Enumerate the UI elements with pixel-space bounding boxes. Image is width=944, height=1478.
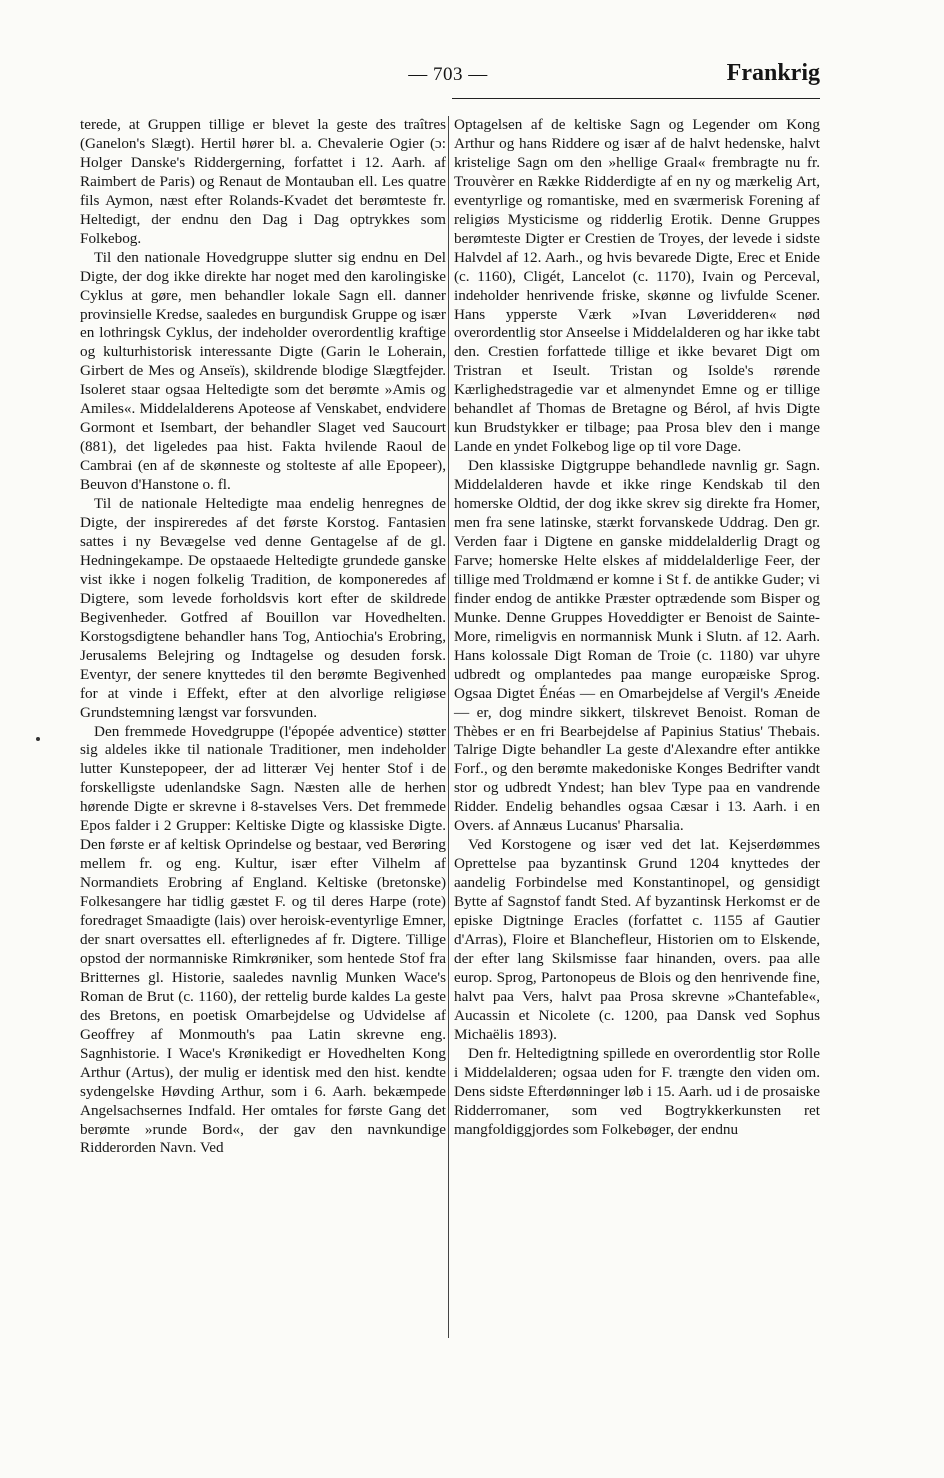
- paragraph: Den fremmede Hovedgruppe (l'épopée adventice) støtter sig aldeles ikke til nationale Traditioner, men indeholder lutter Kunstepopeer, der ad litterær Vej henter Stof i de forskelligste udenlandske Sagn. Næsten alle de herhen hørende Digte er skrevne i 8-stavelses Vers. Det fremmede Epos falder i 2 Grupper: Keltiske Digte og klassiske Digte. Den første er af keltisk Oprindelse og bestaar, ved Berøring mellem fr. og eng. Kultur, især efter Vilhelm af Normandiets Erobring af England. Keltiske (bretonske) Folkesangere har tidlig gæstet F. og til deres Harpe (rote) foredraget Smaadigte (lais) over heroisk-eventyrlige Emner, der snart oversattes ell. efterlignedes af fr. Digtere. Tillige opstod der normanniske Rimkrøniker, som hentede Stof fra Britternes gl. Historie, saaledes navnlig Munken Wace's Roman de Brut (c. 1160), der rettelig burde kaldes La geste des Bretons, en poetisk Omarbejdelse og Udvidelse af Geoffrey af Monmouth's paa Latin skrevne eng. Sagnhistorie. I Wace's Krønikedigt er Hovedhelten Kong Arthur (Artus), der mulig er identisk med den hist. kendte sydengelske Høvding Arthur, som i 6. Aarh. bekæmpede Angelsachsernes Indfald. Her omtales for første Gang det berømte »runde Bord«, der gav den navnkundige Ridderorden Navn. Ved: [80, 722, 446, 1157]
- left-column: [80, 116, 446, 1158]
- paragraph: Optagelsen af de keltiske Sagn og Legender om Kong Arthur og hans Riddere og især af de halvt hedenske, halvt kristelige Sagn om den »hellige Graal« frembragte nu fr. Trouvèrer en Række Ridderdigte af en ny og mærkelig Art, eventyrlige og romantiske, med en sværmerisk Forening af religiøs Mysticisme og ridderlig Erotik. Denne Gruppes berømteste Digter er Crestien de Troyes, der levede i sidste Halvdel af 12. Aarh., og hvis bevarede Digte, Erec et Enide (c. 1160), Cligét, Lancelot (c. 1170), Ivain og Perceval, indeholder henrivende friske, skønne og livfulde Scener. Hans ypperste Værk »Ivan Løveridderen« nød overordentlig stor Anseelse i Middelalderen og har ikke tabt den. Crestien forfattede tillige et ikke bevaret Digt om Tristran et Iseult. Tristan og Isolde's rørende Kærlighedstragedie var et almenyndet Emne og er tillige behandlet af Thomas de Bretagne og Bérol, af hvis Digte kun Brudstykker er tilbage; paa Prosa blev den i mange Lande en yndet Folkebog lige op til vore Dage.: [454, 116, 820, 456]
- right-column: [454, 116, 820, 1139]
- column-divider: [448, 116, 449, 1338]
- paragraph: Til den nationale Hovedgruppe slutter sig endnu en Del Digte, der dog ikke direkte har noget med den karolingiske Cyklus at gøre, men behandler lokale Sagn ell. danner provinsielle Kredse, saaledes en burgundisk Gruppe og især en lothringsk Cyklus, der indeholder overordentlig kraftige og kulturhistorisk interessante Digte (Garin le Loherain, Girbert de Mes og Anseïs), skildrende blodige Slægtfejder. Isoleret staar ogsaa Heltedigte som det berømte »Amis og Amiles«. Middelalderens Apoteose af Venskabet, endvidere Gormont et Isembart, der behandler Slaget ved Saucourt (881), det ligeledes paa hist. Fakta hvilende Raoul de Cambrai (en af de skønneste og stolteste af alle Epopeer), Beuvon d'Hanstone o. fl.: [80, 248, 446, 494]
- header-rule: [452, 98, 820, 99]
- margin-dot: [36, 737, 40, 741]
- paragraph: terede, at Gruppen tillige er blevet la geste des traîtres (Ganelon's Slægt). Hertil hører bl. a. Chevalerie Ogier (ɔ: Holger Danske's Riddergerning, forfattet i 12. Aarh. af Raimbert de Paris) og Renaut de Montauban ell. Les quatre fils Aymon, næst efter Rolands-Kvadet det berømteste fr. Heltedigt, der endnu den Dag i Dag optrykkes som Folkebog.: [80, 116, 446, 247]
- page-number: — 703 —: [408, 64, 488, 85]
- paragraph: Den fr. Heltedigtning spillede en overordentlig stor Rolle i Middelalderen; ogsaa uden for F. trængte den viden om. Dens sidste Efterdønninger løb i 15. Aarh. ud i de prosaiske Ridderromaner, som ved Bogtrykkerkunsten ret mangfoldiggjordes som Folkebøger, der endnu: [454, 1044, 820, 1138]
- paragraph: Den klassiske Digtgruppe behandlede navnlig gr. Sagn. Middelalderen havde et ikke ringe Kendskab til den homerske Oldtid, der dog ikke skrev sig direkte fra Homer, men fra sene latinske, stærkt forvanskede Uddrag. Den gr. Verden faar i Digtene en ganske middelalderlig Dragt og Farve; homerske Helte elskes af middelalderlige Feer, der tillige med Troldmænd er komne i St f. de antikke Guder; vi finder endog de antikke Præster optrædende som Bisper og Munke. Denne Gruppes Hoveddigter er Benoist de Sainte-More, rimeligvis en normannisk Munk i Slutn. af 12. Aarh. Hans kolossale Digt Roman de Troie (c. 1180) var uhyre udbredt og omplantedes paa mange europæiske Sprog. Ogsaa Digtet Énéas — en Omarbejdelse af Vergil's Æneide — er, dog mindre sikkert, tilskrevet Benoist. Roman de Thèbes er en fri Bearbejdelse af Papinius Statius' Thebais. Talrige Digte behandler La geste d'Alexandre efter antikke Forf., og den berømte makedoniske Konges Bedrifter vandt stor og udbredt Yndest; han blev Type paa en vandrende Ridder. Endelig behandles ogsaa Cæsar i 13. Aarh. i en Overs. af Annæus Lucanus' Pharsalia.: [454, 457, 820, 835]
- section-title: Frankrig: [726, 60, 820, 86]
- paragraph: Ved Korstogene og især ved det lat. Kejserdømmes Oprettelse paa byzantinsk Grund 1204 knyttedes der aandelig Forbindelse med Konstantinopel, og gensidigt Bytte af Sagnstof fandt Sted. Af byzantinsk Herkomst er de episke Digtninge Eracles (forfattet c. 1155 af Gautier d'Arras), Floire et Blanchefleur, Historien om to Elskende, der efter lang Skilsmisse faar hinanden, overs. paa alle europ. Sprog, Partonopeus de Blois og den henrivende fine, halvt paa Vers, halvt paa Prosa skrevne »Chantefable«, Aucassin et Nicolete (c. 1200, paa Dansk ved Sophus Michaëlis 1893).: [454, 836, 820, 1043]
- page-header: [76, 60, 820, 96]
- paragraph: Til de nationale Heltedigte maa endelig henregnes de Digte, der inspireredes af det første Korstog. Fantasien sattes i ny Bevægelse ved denne Gentagelse af de gl. Hedningekampe. De opstaaede Heltedigte grundede ganske vist ikke i nogen folkelig Tradition, de komponeredes af Digtere, som levede forholdsvis kort efter de skildrede Begivenheder. Gotfred af Bouillon var Hovedhelten. Korstogsdigtene behandler hans Tog, Antiochia's Erobring, Jerusalems Belejring og Indtagelse og desuden forsk. Eventyr, der senere knyttedes til den berømte Begivenhed for at vinde i Effekt, efter at den alvorlige religiøse Grundstemning længst var forsvunden.: [80, 495, 446, 721]
